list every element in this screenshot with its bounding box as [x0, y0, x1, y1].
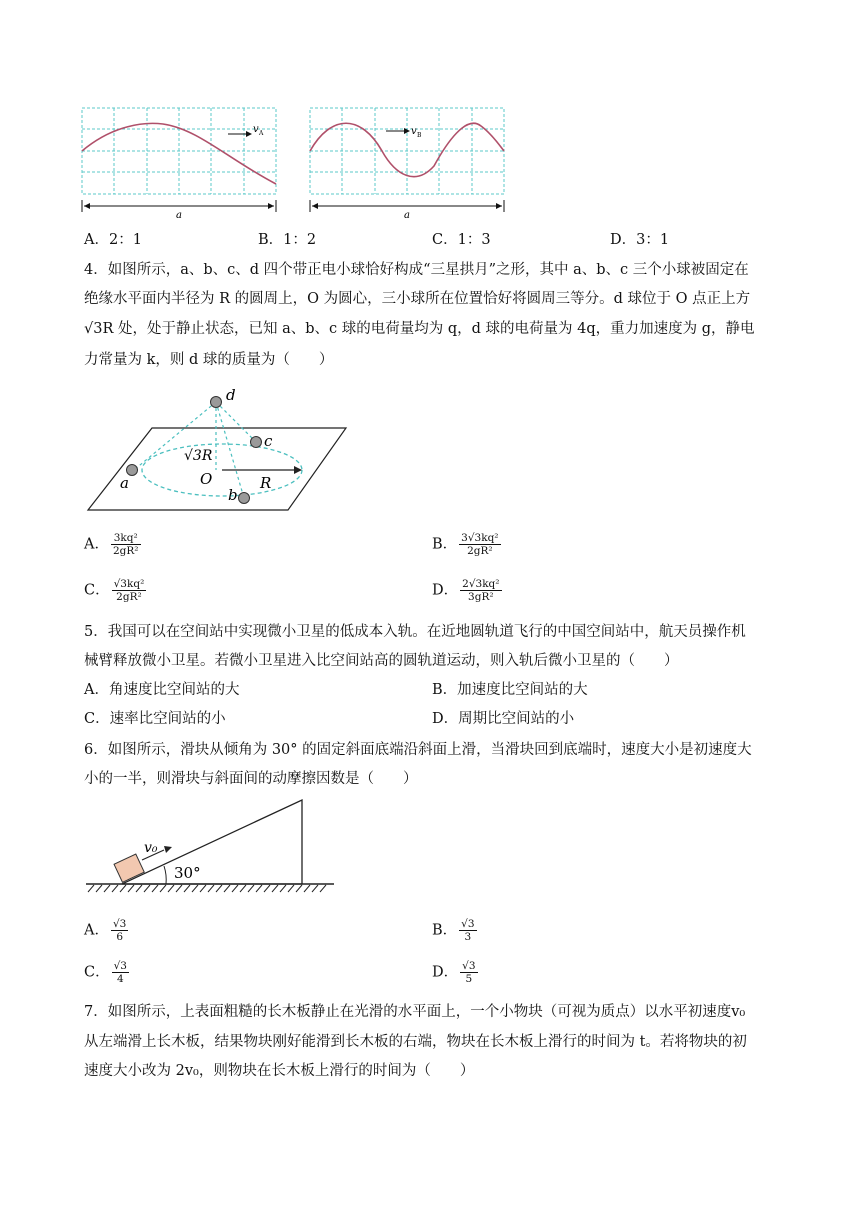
option-text: 1：2 [283, 232, 317, 248]
option-fraction: $\frac{√3}{5}$ [462, 960, 476, 985]
option-text: 3：1 [636, 232, 670, 248]
q4-three-star-figure [84, 384, 354, 516]
option-text: 角速度比空间站的大 [108, 682, 240, 698]
q4-line-3: √3R 处，处于静止状态，已知 a、b、c 球的电荷量均为 q，d 球的电荷量为 4q，重力加速度为 g，静电 [84, 321, 755, 337]
q5-option-d[interactable] [432, 709, 574, 729]
q4-option-b[interactable] [432, 532, 501, 557]
option-letter: D． [610, 232, 637, 248]
svg-text:B: B [417, 132, 422, 139]
q6-option-d[interactable] [432, 960, 478, 985]
option-text: 1：3 [457, 232, 491, 248]
q4-line-1: 4．如图所示，a、b、c、d 四个带正电小球恰好构成“三星拱月”之形，其中 a、b、c 三个小球被固定在 [84, 262, 749, 278]
ball-c [251, 437, 262, 448]
svg-text:A: A [259, 130, 264, 137]
dimension-label-right: a [404, 210, 410, 220]
option-fraction: $\frac{\text{√3kq²}}{\text{2gR²}}$ [113, 578, 145, 603]
option-fraction: $\frac{\text{3√3kq²}}{\text{2gR²}}$ [461, 532, 499, 557]
option-text: 2：1 [108, 232, 142, 248]
q6-line-1: 6．如图所示，滑块从倾角为 30° 的固定斜面底端沿斜面上滑，当滑块回到底端时，速度大小是初速度大 [84, 742, 752, 758]
q3-option-d[interactable] [610, 230, 669, 250]
option-letter: D． [432, 964, 459, 981]
q4-option-d[interactable] [432, 578, 502, 603]
label-O: O [200, 470, 213, 488]
q5-option-a[interactable] [84, 680, 239, 700]
option-letter: A． [84, 232, 109, 248]
option-fraction: $\frac{√3}{4}$ [113, 960, 127, 985]
option-letter: B． [258, 232, 284, 248]
dimension-label-left: a [176, 210, 182, 220]
q3-option-a[interactable] [84, 230, 142, 250]
option-letter: B． [432, 682, 458, 698]
label-height: √3R [184, 448, 213, 464]
q4-line-2: 绝缘水平面内半径为 R 的圆周上，O 为圆心，三小球所在位置恰好将圆周三等分。d 球位于 O 点正上方 [84, 291, 751, 307]
q5-line-2: 械臂释放微小卫星。若微小卫星进入比空间站高的圆轨道运动，则入轨后微小卫星的（ ） [84, 653, 679, 669]
option-letter: D． [432, 711, 459, 727]
option-text: 加速度比空间站的大 [457, 682, 588, 698]
wave-figure-right [306, 104, 510, 220]
q6-option-b[interactable] [432, 918, 477, 943]
option-letter: A． [84, 536, 109, 553]
option-letter: A． [84, 922, 109, 939]
option-letter: C． [84, 582, 110, 599]
option-letter: B． [432, 922, 458, 939]
option-letter: B． [432, 536, 458, 553]
option-letter: C． [432, 232, 458, 248]
q6-option-a[interactable] [84, 918, 128, 943]
ball-d [211, 397, 222, 408]
label-R: R [260, 474, 272, 492]
q6-option-c[interactable] [84, 960, 129, 985]
label-b: b [228, 486, 238, 504]
q4-option-a[interactable] [84, 532, 141, 557]
option-fraction: $\frac{\text{2√3kq²}}{\text{3gR²}}$ [462, 578, 500, 603]
option-fraction: $\frac{\text{3kq²}}{\text{2gR²}}$ [112, 532, 139, 557]
q7-line-1: 7．如图所示，上表面粗糙的长木板静止在光滑的水平面上，一个小物块（可视为质点）以水平初速度v₀ [84, 1004, 746, 1020]
option-fraction: $\frac{√3}{6}$ [112, 918, 127, 943]
slider-block [114, 854, 144, 882]
option-letter: D． [432, 582, 459, 599]
option-text: 速率比空间站的小 [109, 711, 226, 727]
ball-b [239, 493, 250, 504]
q5-option-c[interactable] [84, 709, 226, 729]
q6-line-2: 小的一半，则滑块与斜面间的动摩擦因数是（ ） [84, 771, 418, 787]
q3-option-c[interactable] [432, 230, 491, 250]
q3-option-b[interactable] [258, 230, 316, 250]
q4-option-c[interactable] [84, 578, 146, 603]
q5-option-b[interactable] [432, 680, 588, 700]
label-a: a [120, 474, 129, 492]
option-letter: C． [84, 964, 110, 981]
option-text: 周期比空间站的小 [458, 711, 575, 727]
option-fraction: $\frac{√3}{3}$ [461, 918, 475, 943]
wave-figure-left [78, 104, 282, 220]
q7-line-2: 从左端滑上长木板，结果物块刚好能滑到长木板的右端，物块在长木板上滑行的时间为 t。若将物块的初 [84, 1034, 747, 1050]
velocity-label-B: v [411, 126, 417, 137]
label-v0: v₀ [144, 840, 158, 856]
option-letter: A． [84, 682, 109, 698]
label-c: c [264, 432, 273, 450]
label-angle: 30° [174, 864, 201, 882]
velocity-label-A: v [253, 124, 259, 135]
velocity-arrow-A [228, 131, 252, 137]
label-d: d [226, 386, 236, 404]
q4-line-4: 力常量为 k，则 d 球的质量为（ ） [84, 352, 334, 368]
q7-line-3: 速度大小改为 2v₀，则物块在长木板上滑行的时间为（ ） [84, 1063, 475, 1079]
q6-incline-figure [84, 796, 336, 900]
q5-line-1: 5．我国可以在空间站中实现微小卫星的低成本入轨。在近地圆轨道飞行的中国空间站中，航天员操作机 [84, 624, 746, 640]
option-letter: C． [84, 711, 110, 727]
